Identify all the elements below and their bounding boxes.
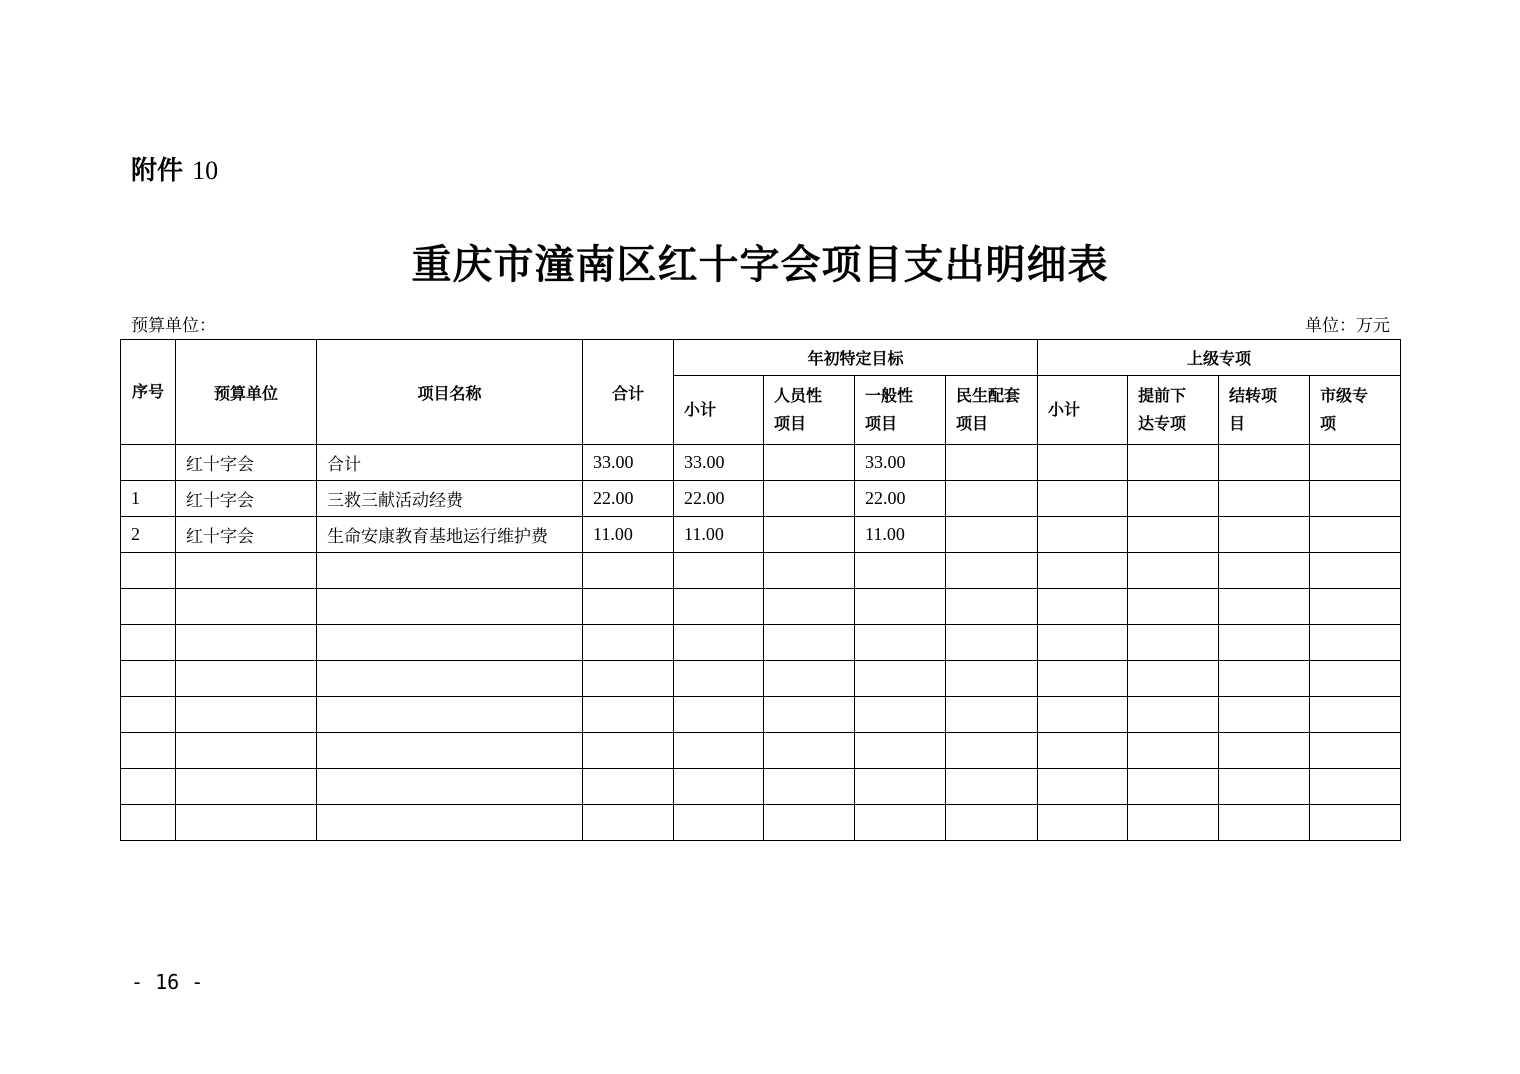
cell-project: 合计 — [317, 445, 583, 481]
cell-project: 生命安康教育基地运行维护费 — [317, 517, 583, 553]
budget-unit-label: 预算单位： — [131, 316, 216, 336]
col-header-seq: 序号 — [121, 340, 176, 445]
col-header-personnel: 人员性 项目 — [764, 376, 855, 445]
cell-personnel — [764, 517, 855, 553]
cell-annual-subtotal: 33.00 — [674, 445, 764, 481]
col-header-advance: 提前下 达专项 — [1128, 376, 1219, 445]
col-header-livelihood: 民生配套 项目 — [946, 376, 1038, 445]
cell-total: 11.00 — [583, 517, 674, 553]
cell-annual-subtotal: 11.00 — [674, 517, 764, 553]
cell-general: 33.00 — [855, 445, 946, 481]
attachment-label — [131, 150, 218, 187]
col-header-city: 市级专 项 — [1310, 376, 1401, 445]
empty-table-row — [121, 625, 1401, 661]
table-row — [121, 445, 1401, 481]
cell-advance — [1128, 517, 1219, 553]
col-header-project: 项目名称 — [317, 340, 583, 445]
cell-city — [1310, 481, 1401, 517]
cell-personnel — [764, 481, 855, 517]
empty-table-row — [121, 553, 1401, 589]
cell-general: 11.00 — [855, 517, 946, 553]
page-title: 重庆市潼南区红十字会项目支出明细表 — [411, 241, 1109, 288]
col-group-superior-special: 上级专项 — [1038, 340, 1401, 376]
empty-table-row — [121, 589, 1401, 625]
empty-table-row — [121, 697, 1401, 733]
cell-livelihood — [946, 517, 1038, 553]
cell-seq — [121, 445, 176, 481]
cell-total: 22.00 — [583, 481, 674, 517]
cell-total: 33.00 — [583, 445, 674, 481]
col-header-carryover: 结转项 目 — [1219, 376, 1310, 445]
col-header-unit: 预算单位 — [176, 340, 317, 445]
col-header-total: 合计 — [583, 340, 674, 445]
cell-carryover — [1219, 517, 1310, 553]
cell-carryover — [1219, 445, 1310, 481]
cell-unit: 红十字会 — [176, 481, 317, 517]
cell-livelihood — [946, 445, 1038, 481]
empty-table-row — [121, 661, 1401, 697]
cell-unit: 红十字会 — [176, 445, 317, 481]
table-row — [121, 517, 1401, 553]
cell-general: 22.00 — [855, 481, 946, 517]
currency-unit-label: 单位：万元 — [1305, 316, 1390, 336]
cell-seq: 2 — [121, 517, 176, 553]
cell-advance — [1128, 445, 1219, 481]
empty-table-row — [121, 769, 1401, 805]
attachment-number: 10 — [192, 156, 219, 185]
cell-livelihood — [946, 481, 1038, 517]
cell-advance — [1128, 481, 1219, 517]
cell-superior-subtotal — [1038, 481, 1128, 517]
col-group-annual-target: 年初特定目标 — [674, 340, 1038, 376]
cell-personnel — [764, 445, 855, 481]
col-header-general: 一般性 项目 — [855, 376, 946, 445]
attachment-label-text: 附件 — [131, 156, 184, 186]
empty-table-row — [121, 733, 1401, 769]
cell-seq: 1 — [121, 481, 176, 517]
table-row — [121, 481, 1401, 517]
cell-superior-subtotal — [1038, 517, 1128, 553]
cell-superior-subtotal — [1038, 445, 1128, 481]
col-header-annual-subtotal: 小计 — [674, 376, 764, 445]
page-number: - 16 - — [131, 970, 204, 994]
cell-annual-subtotal: 22.00 — [674, 481, 764, 517]
cell-unit: 红十字会 — [176, 517, 317, 553]
cell-city — [1310, 445, 1401, 481]
cell-project: 三救三献活动经费 — [317, 481, 583, 517]
expenditure-table — [120, 339, 1401, 841]
cell-city — [1310, 517, 1401, 553]
col-header-superior-subtotal: 小计 — [1038, 376, 1128, 445]
empty-table-row — [121, 805, 1401, 841]
cell-carryover — [1219, 481, 1310, 517]
